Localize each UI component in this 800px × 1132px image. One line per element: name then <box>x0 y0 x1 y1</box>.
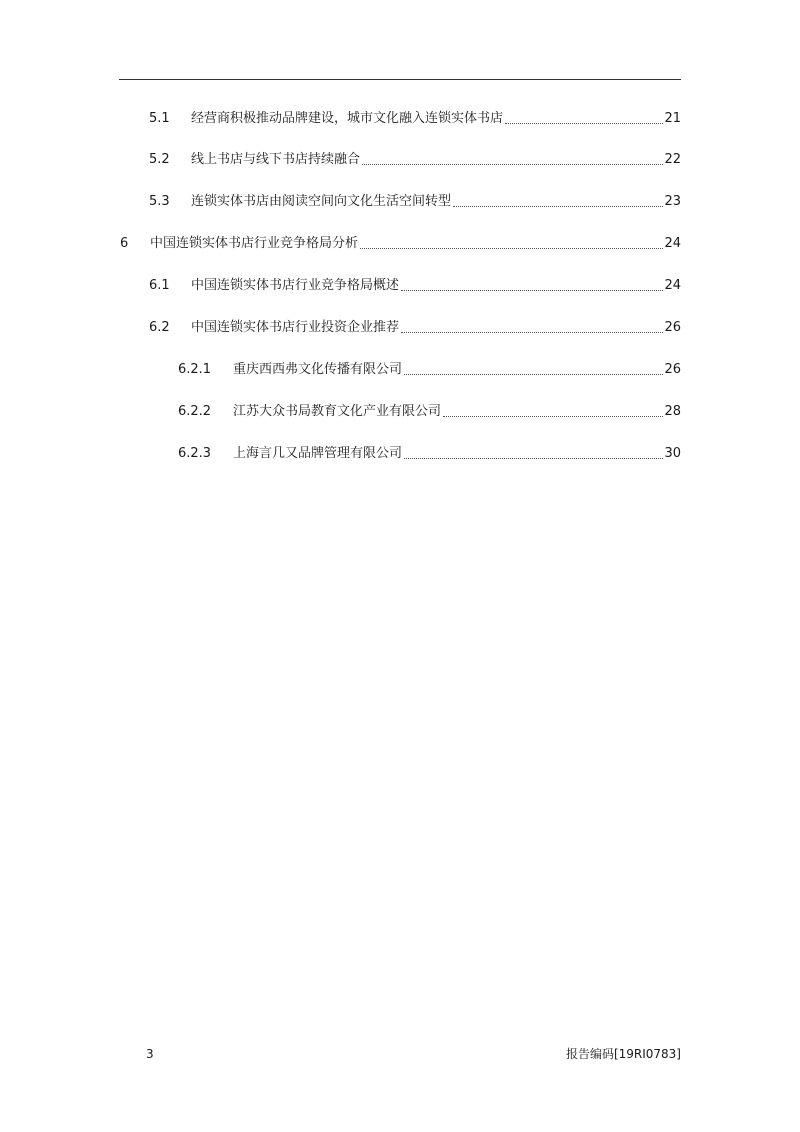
toc-dot-leader <box>453 206 663 207</box>
toc-dot-leader <box>505 123 663 124</box>
toc-entry-page: 28 <box>664 404 681 419</box>
toc-entry-5-1[interactable] <box>149 110 681 128</box>
toc-dot-leader <box>401 290 663 291</box>
toc-entry-page: 24 <box>664 278 681 293</box>
toc-entry-5-3[interactable] <box>149 193 681 211</box>
toc-entry-6[interactable] <box>120 235 681 253</box>
toc-entry-page: 23 <box>664 194 681 209</box>
toc-entry-number: 6 <box>120 236 129 251</box>
toc-entry-6-2-2[interactable] <box>178 403 681 421</box>
toc-entry-page: 26 <box>664 362 681 377</box>
toc-entry-number: 6.2.2 <box>178 404 212 419</box>
toc-entry-number: 6.2.1 <box>178 362 212 377</box>
toc-entry-title: 经营商积极推动品牌建设，城市文化融入连锁实体书店 <box>191 111 504 126</box>
toc-entry-6-2[interactable] <box>149 319 681 337</box>
toc-entry-6-1[interactable] <box>149 277 681 295</box>
toc-entry-title: 中国连锁实体书店行业竞争格局概述 <box>191 278 400 293</box>
toc-entry-title: 江苏大众书局教育文化产业有限公司 <box>233 404 442 419</box>
toc-entry-number: 5.1 <box>149 111 170 126</box>
toc-entry-page: 26 <box>664 320 681 335</box>
toc-entry-title: 连锁实体书店由阅读空间向文化生活空间转型 <box>191 194 452 209</box>
toc-entry-page: 24 <box>664 236 681 251</box>
toc-entry-number: 5.3 <box>149 194 170 209</box>
toc-entry-number: 6.2.3 <box>178 446 212 461</box>
toc-entry-number: 6.1 <box>149 278 170 293</box>
footer-page-number: 3 <box>146 1047 154 1061</box>
toc-entry-page: 21 <box>664 111 681 126</box>
toc-entry-title: 重庆西西弗文化传播有限公司 <box>233 362 403 377</box>
toc-dot-leader <box>362 164 663 165</box>
toc-entry-title: 上海言几又品牌管理有限公司 <box>233 446 403 461</box>
toc-dot-leader <box>404 374 663 375</box>
toc-dot-leader <box>360 248 663 249</box>
toc-entry-5-2[interactable] <box>149 151 681 169</box>
toc-dot-leader <box>443 416 663 417</box>
header-rule <box>119 79 681 80</box>
toc-entry-number: 5.2 <box>149 152 170 167</box>
toc-entry-title: 线上书店与线下书店持续融合 <box>191 152 361 167</box>
toc-entry-6-2-3[interactable] <box>178 445 681 463</box>
toc-entry-page: 22 <box>664 152 681 167</box>
toc-entry-6-2-1[interactable] <box>178 361 681 379</box>
toc-dot-leader <box>404 458 663 459</box>
footer-report-code: 报告编码[19RI0783] <box>565 1047 681 1061</box>
toc-entry-page: 30 <box>664 446 681 461</box>
toc-dot-leader <box>401 332 663 333</box>
toc-entry-title: 中国连锁实体书店行业竞争格局分析 <box>150 236 359 251</box>
toc-entry-title: 中国连锁实体书店行业投资企业推荐 <box>191 320 400 335</box>
toc-entry-number: 6.2 <box>149 320 170 335</box>
